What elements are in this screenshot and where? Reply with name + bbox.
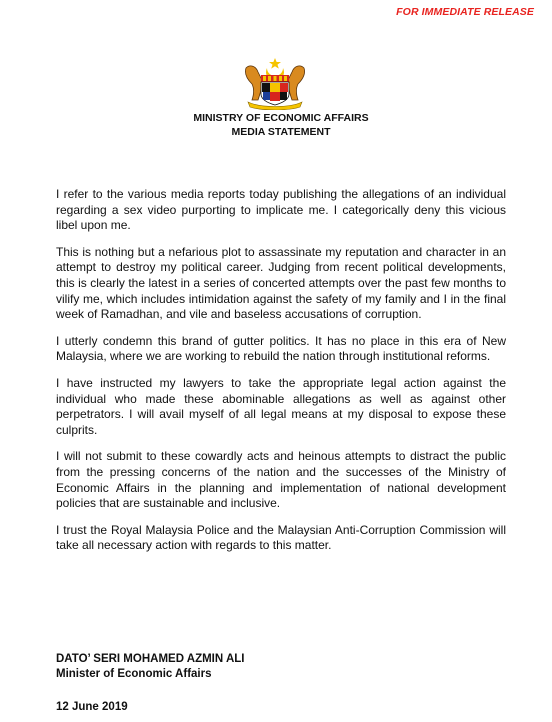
ministry-heading (0, 112, 552, 139)
star-shape (269, 58, 281, 69)
paragraph: I utterly condemn this brand of gutter politics. It has no place in this era of New Malaysia, where we are working to rebuild the nation through institutional reforms. (56, 333, 506, 364)
statement-date: 12 June 2019 (56, 701, 128, 713)
paragraph: I have instructed my lawyers to take the appropriate legal action against the individual who made these abominable allegations as well as against other perpetrators. I will avail myself of all legal means at my disposal to expose these culprits. (56, 375, 506, 437)
malaysia-coat-of-arms-icon (240, 58, 310, 110)
signatory-name: DATO’ SERI MOHAMED AZMIN ALI (56, 653, 245, 665)
right-tiger-shape (288, 66, 305, 100)
paragraph: This is nothing but a nefarious plot to assassinate my reputation and character in an attempt to destroy my political career. Judging from recent political developments, this is clearly the latest in a series of concerted attempts over the past few months to vilify me, which includes intimidation against the safety of my family and I in the final week of Ramadhan, and vile and baseless accusations of corruption. (56, 244, 506, 322)
signature-block (56, 652, 244, 682)
statement-body (56, 187, 506, 565)
release-label: FOR IMMEDIATE RELEASE (396, 6, 534, 18)
paragraph: I will not submit to these cowardly acts and heinous attempts to distract the public from the pressing concerns of the nation and the successes of the Ministry of Economic Affairs in the planning and implementation of national development policies that are sustainable and inclusive. (56, 449, 506, 511)
ministry-name: MINISTRY OF ECONOMIC AFFAIRS (193, 112, 369, 124)
left-tiger-shape (245, 66, 262, 100)
paragraph: I trust the Royal Malaysia Police and the Malaysian Anti-Corruption Commission will take all necessary action with regards to this matter. (56, 522, 506, 553)
paragraph: I refer to the various media reports today publishing the allegations of an individual regarding a sex video purporting to implicate me. I categorically deny this vicious libel upon me. (56, 187, 506, 233)
signatory-title: Minister of Economic Affairs (56, 668, 212, 680)
shield-shape (261, 75, 289, 105)
statement-type: MEDIA STATEMENT (231, 125, 331, 138)
